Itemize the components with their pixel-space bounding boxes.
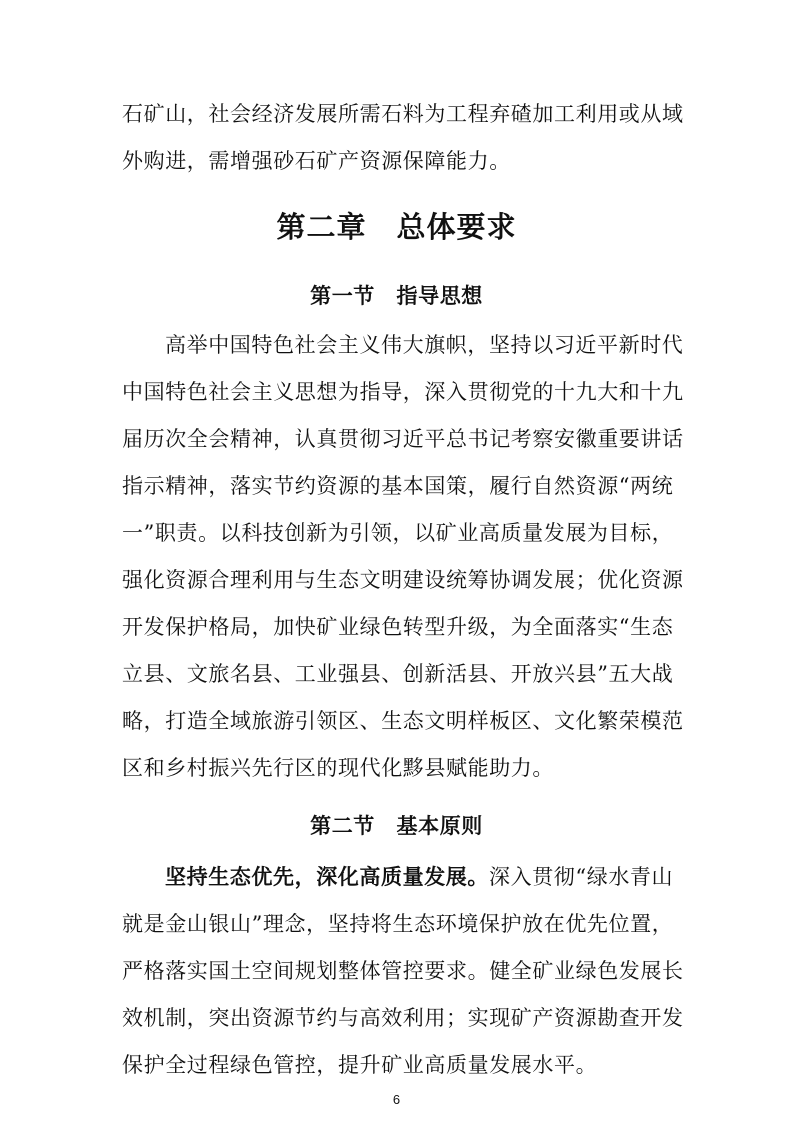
paragraph-text: 深入贯彻“绿水青山	[489, 865, 674, 889]
paragraph-line	[165, 862, 721, 892]
principle-heading: 坚持生态优先，深化高质量发展。	[165, 864, 489, 889]
paragraph-line: 石矿山，社会经济发展所需石料为工程弃碴加工利用或从域	[122, 102, 684, 126]
paragraph-line: 高举中国特色社会主义伟大旗帜，坚持以习近平新时代	[165, 333, 684, 357]
paragraph-line: 届历次全会精神，认真贯彻习近平总书记考察安徽重要讲话	[122, 427, 684, 451]
section-title: 第二节 基本原则	[310, 813, 483, 838]
paragraph-line: 开发保护格局，加快矿业绿色转型升级，为全面落实“生态	[122, 615, 674, 639]
paragraph-line: 强化资源合理利用与生态文明建设统筹协调发展；优化资源	[122, 568, 684, 592]
paragraph-line: 略，打造全域旅游引领区、生态文明样板区、文化繁荣模范	[122, 709, 684, 733]
paragraph-line: 外购进，需增强砂石矿产资源保障能力。	[122, 149, 511, 173]
paragraph-line: 中国特色社会主义思想为指导，深入贯彻党的十九大和十九	[122, 380, 684, 404]
chapter-title: 第二章 总体要求	[276, 210, 517, 244]
page-number: 6	[392, 1092, 401, 1107]
paragraph-line: 严格落实国土空间规划整体管控要求。健全矿业绿色发展长	[122, 959, 684, 983]
section-title: 第一节 指导思想	[310, 283, 483, 308]
paragraph-line: 指示精神，落实节约资源的基本国策，履行自然资源“两统	[122, 474, 674, 498]
paragraph-line: 立县、文旅名县、工业强县、创新活县、开放兴县”五大战	[122, 662, 674, 686]
paragraph-line: 效机制，突出资源节约与高效利用；实现矿产资源勘查开发	[122, 1006, 684, 1030]
paragraph-line: 就是金山银山”理念，坚持将生态环境保护放在优先位置，	[122, 912, 674, 936]
paragraph-line: 区和乡村振兴先行区的现代化黟县赋能助力。	[122, 756, 554, 780]
paragraph-line: 一”职责。以科技创新为引领，以矿业高质量发展为目标，	[122, 521, 674, 545]
paragraph-line: 保护全过程绿色管控，提升矿业高质量发展水平。	[122, 1053, 598, 1077]
